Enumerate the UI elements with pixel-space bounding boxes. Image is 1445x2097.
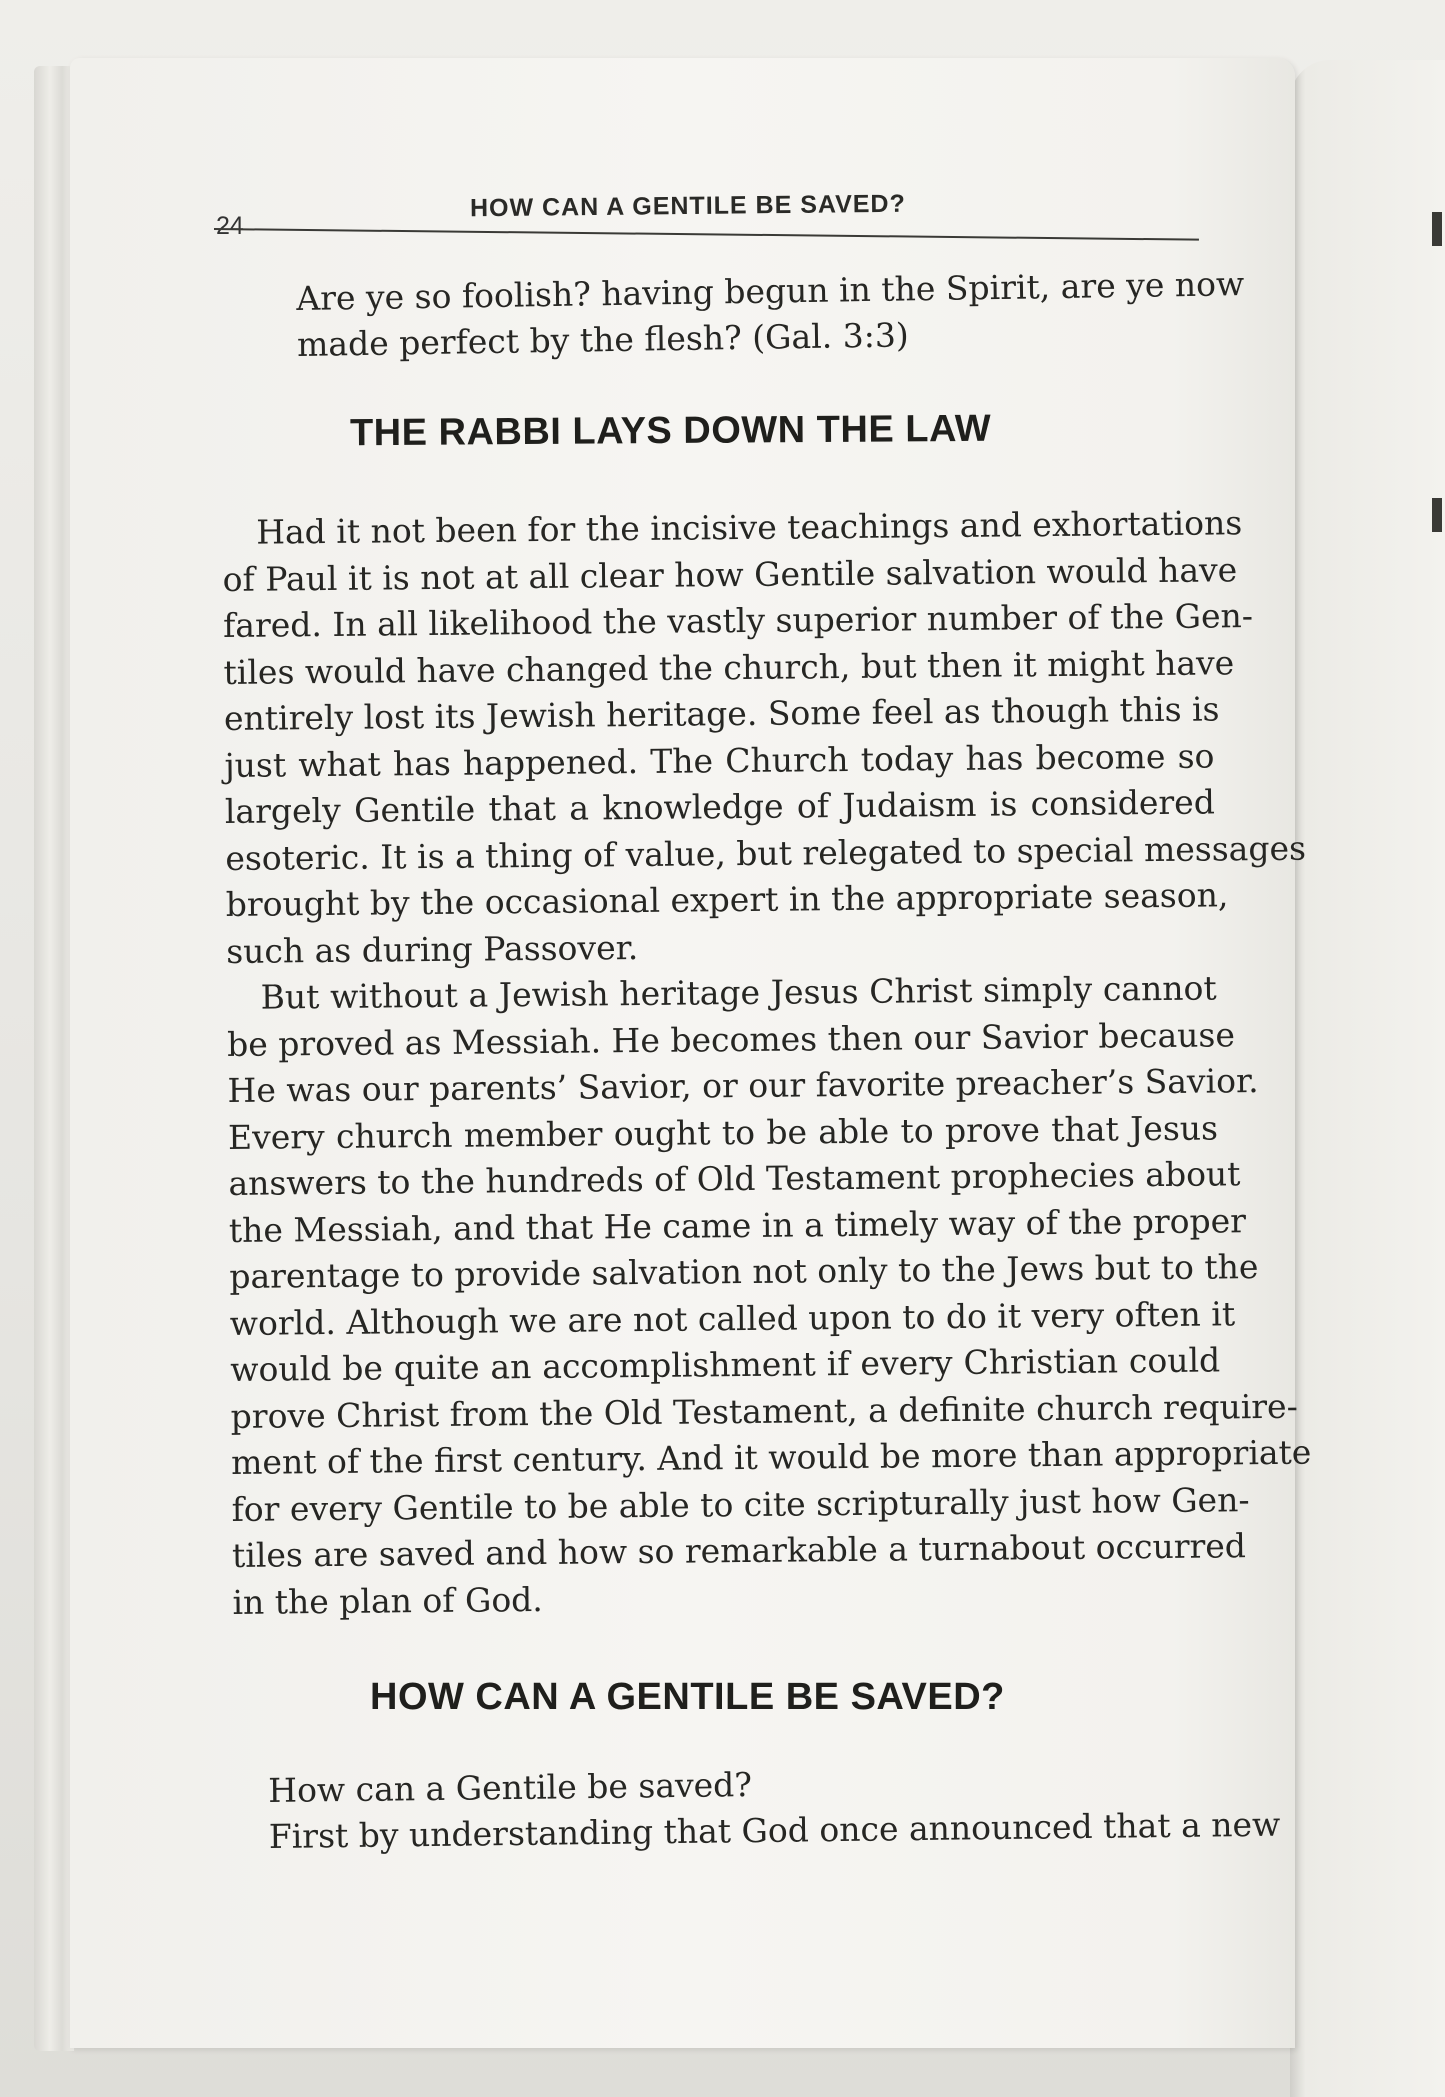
paragraph-line: entirely lost its Jewish heritage. Some feel as though this is [223,689,1220,738]
paragraph-line: in the plan of God. [232,1579,543,1622]
paragraph-line: world. Although we are not called upon to do it very often it [229,1293,1236,1343]
paragraph-line: Every church member ought to be able to prove that Jesus [227,1107,1219,1157]
paragraph-line: such as during Passover. [226,927,639,971]
quote-line: made perfect by the flesh? (Gal. 3:3) [296,315,909,364]
paragraph-line: tiles are saved and how so remarkable a turnabout occurred [231,1526,1247,1575]
paragraph-line: brought by the occasional expert in the appropriate season, [225,875,1229,924]
paragraph-line: tiles would have changed the church, but then it might have [223,642,1235,692]
section-heading-gentile: HOW CAN A GENTILE BE SAVED? [370,1676,1005,1718]
paragraph-line: for every Gentile to be able to cite scripturally just how Gen- [231,1479,1250,1529]
closing-line: How can a Gentile be saved? [268,1765,753,1810]
paragraph-line: just what has happened. The Church today has become so [224,735,1215,785]
paragraph-line: But without a Jewish heritage Jesus Christ simply cannot [260,968,1217,1017]
paragraph-line: prove Christ from the Old Testament, a definite church require- [230,1386,1298,1436]
quote-line: Are ye so foolish? having begun in the Spirit, are ye now [296,264,1245,318]
scripture-quote [296,262,1245,368]
paragraph-line: would be quite an accomplishment if every Christian could [230,1340,1221,1389]
paragraph-line: ment of the first century. And it would be more than appropriate [230,1432,1312,1482]
paragraph-line: He was our parents’ Savior, or our favorite preacher’s Savior. [227,1061,1259,1110]
header-rule [214,228,1199,241]
paragraph-line: answers to the hundreds of Old Testament prophecies about [228,1154,1241,1203]
paragraph-line: the Messiah, and that He came in a timely way of the proper [228,1200,1247,1250]
closing-line: First by understanding that God once announced that a new [268,1804,1281,1856]
closing-text [268,1756,1281,1860]
paragraph-line: Had it not been for the incisive teachings and exhortations [256,503,1243,552]
running-head: HOW CAN A GENTILE BE SAVED? [469,189,906,223]
page-number: 24 [216,212,244,240]
paragraph-line: of Paul it is not at all clear how Gentile salvation would have [222,549,1238,599]
paragraph-line: be proved as Messiah. He becomes then our Savior because [226,1014,1236,1064]
paragraph-line: largely Gentile that a knowledge of Judaism is considered [224,782,1216,831]
section-heading-rabbi: THE RABBI LAYS DOWN THE LAW [349,407,992,455]
paragraph-line: esoteric. It is a thing of value, but relegated to special messages [225,828,1307,878]
paragraph-line: parentage to provide salvation not only to the Jews but to the [229,1247,1259,1296]
paragraph-line: fared. In all likelihood the vastly superior number of the Gen- [222,596,1254,645]
body-text [222,500,1312,1625]
